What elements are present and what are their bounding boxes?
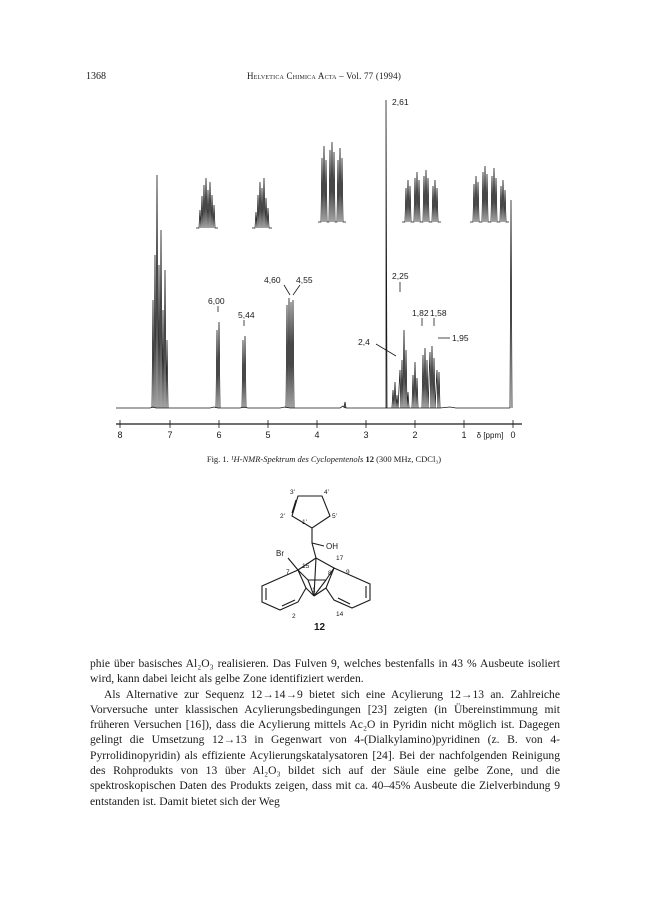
inset-460 xyxy=(318,142,346,222)
peak-195 xyxy=(412,362,418,408)
atom-c17: 17 xyxy=(336,555,344,562)
peak-182-158 xyxy=(422,346,440,408)
caption-prefix: Fig. 1. xyxy=(206,454,229,464)
peak-aromatic xyxy=(152,175,168,408)
atom-c9: 9 xyxy=(346,569,350,576)
tick-label-2: 2 xyxy=(412,430,418,440)
paragraph-2: Als Alternative zur Sequenz 12→14→9 bietet sich eine Acylierung 12→13 an. Zahlreiche Vorversuche unter klassischen Acylierungsbedingungen [23] zeigten (in Übereinstimmung mit früheren Versuchen [16]), dass die Acylierung mittels Ac₂O in Pyridin nicht möglich ist. Dagegen gelingt die Umsetzung 12→13 in Gegenwart von 4-(Dialkylamino)pyridinen (z. B. von 4-Pyrrolidinopyridin) als effiziente Acylierungskatalysatoren [24]. Bei der nachfolgenden Reinigung des Rohprodukts von 13 über Al₂O₃ bildet sich auf der Säule eine gelbe Zone, und die spektroskopischen Daten des Produkts zeigen, dass mit ca. 40–45% Ausbeute die Zielverbindung 9 entstanden ist. Damit bietet sich der Weg xyxy=(90,687,560,808)
atom-c5p: 5' xyxy=(332,513,337,520)
caption-compound: 12 xyxy=(365,454,374,464)
peak-460-455 xyxy=(286,298,294,408)
tick-label-3: 3 xyxy=(363,430,369,440)
atom-c14: 14 xyxy=(336,611,344,618)
journal-name: Helvetica Chimica Acta xyxy=(246,71,337,81)
label-261: 2,61 xyxy=(392,97,409,107)
chemical-structure xyxy=(240,488,420,623)
atom-c2: 2 xyxy=(292,613,296,620)
label-455: 4,55 xyxy=(296,275,313,285)
atom-c8: 8 xyxy=(328,570,332,577)
atom-oh: OH xyxy=(326,542,338,551)
figure-caption xyxy=(0,454,648,464)
atom-c1p: 1' xyxy=(302,519,307,526)
caption-conditions: (300 MHz, CDCl₃) xyxy=(376,454,442,464)
cyclopentene-ring xyxy=(292,496,330,528)
inset-600 xyxy=(196,178,218,228)
label-600: 6,00 xyxy=(208,296,225,306)
label-24: 2,4 xyxy=(358,337,370,347)
paragraph-1: phie über basisches Al₂O₃ realisieren. Das Fulven 9, welches bestenfalls in 43 % Ausbeute isoliert wird, kann dabei leicht als gelbe Zone identifiziert werden. xyxy=(90,657,560,686)
tick-label-0: 0 xyxy=(510,430,516,440)
atom-c1: 1 xyxy=(312,587,316,594)
left-benzene xyxy=(262,570,306,610)
label-460: 4,60 xyxy=(264,275,281,285)
journal-volume: – Vol. 77 (1994) xyxy=(339,71,402,81)
spectrum-baseline xyxy=(116,406,510,408)
inset-225 xyxy=(402,170,441,222)
atom-br: Br xyxy=(276,549,284,558)
body-text xyxy=(90,656,560,809)
inset-544 xyxy=(252,178,272,228)
label-158: 1,58 xyxy=(430,308,447,318)
tick-label-6: 6 xyxy=(216,430,222,440)
label-195: 1,95 xyxy=(452,333,469,343)
label-182: 1,82 xyxy=(412,308,429,318)
tick-label-5: 5 xyxy=(265,430,271,440)
caption-title: ¹H-NMR-Spektrum des Cyclopentenols xyxy=(230,454,364,464)
axis-unit-label: δ [ppm] xyxy=(476,431,504,440)
atom-c4p: 4' xyxy=(324,489,329,496)
inset-182 xyxy=(470,166,509,222)
peak-261 xyxy=(386,100,387,408)
tick-label-4: 4 xyxy=(314,430,320,440)
label-225: 2,25 xyxy=(392,271,409,281)
tick-label-8: 8 xyxy=(117,430,123,440)
atom-c3p: 3' xyxy=(290,489,295,496)
atom-c15: 15 xyxy=(302,563,310,570)
label-544: 5,44 xyxy=(238,310,255,320)
page-number: 1368 xyxy=(86,71,106,82)
atom-c2p: 2' xyxy=(280,513,285,520)
tick-label-1: 1 xyxy=(461,430,467,440)
compound-number: 12 xyxy=(314,622,326,633)
tick-label-7: 7 xyxy=(167,430,173,440)
peak-600 xyxy=(216,322,220,408)
atom-c7: 7 xyxy=(286,569,290,576)
peak-225-cluster xyxy=(392,330,409,408)
peak-544 xyxy=(242,336,246,408)
peak-tms xyxy=(510,200,512,408)
